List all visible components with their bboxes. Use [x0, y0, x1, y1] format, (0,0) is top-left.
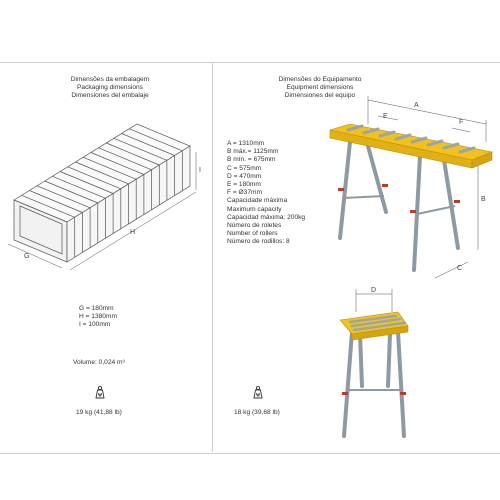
capacity-es: Capacidad máxima: 200kg	[227, 213, 306, 221]
label-A: A	[414, 102, 419, 109]
spec-D: D = 470mm	[227, 172, 262, 180]
spec-E: E = 180mm	[227, 181, 261, 189]
packaging-volume: Volume: 0,024 m³	[73, 359, 125, 366]
packaging-weight: 19 kg (41,88 lb)	[76, 409, 122, 416]
spec-B-max: B máx.= 1125mm	[227, 148, 279, 156]
spec-F: F = Ø37mm	[227, 189, 262, 197]
label-E: E	[383, 113, 388, 120]
rollers-pt: Número de roletes	[227, 222, 282, 230]
spec-C: C = 575mm	[227, 164, 262, 172]
capacity-en: Maximum capacity	[227, 205, 282, 213]
label-F: F	[459, 119, 464, 126]
rollers-en: Number of rollers	[227, 230, 278, 238]
capacity-pt: Capacidade máxima	[227, 197, 288, 205]
equipment-title-pt: Dimensões do Equipamento	[278, 76, 362, 83]
spec-B-min: B mín. = 675mm	[227, 156, 276, 164]
equipment-weight: 18 kg (39,68 lb)	[234, 409, 280, 416]
label-C: C	[457, 265, 463, 272]
packaging-title-pt: Dimensões da embalagem	[70, 76, 150, 83]
dim-H: H = 1380mm	[79, 313, 117, 321]
packaging-title-es: Dimensiones del embalaje	[71, 92, 149, 99]
equipment-title-es: Dimensiones del equipo	[284, 92, 356, 99]
spec-A: A = 1310mm	[227, 140, 265, 147]
equipment-title-en: Equipment dimensions	[286, 84, 354, 91]
label-I: I	[199, 167, 201, 174]
dim-I: I = 100mm	[79, 321, 111, 329]
label-H: H	[130, 229, 136, 236]
label-G: G	[24, 253, 30, 260]
packaging-title-en: Packaging dimensions	[77, 84, 143, 91]
rollers-es: Número de rodillos: 8	[227, 238, 290, 246]
label-B: B	[481, 196, 486, 203]
dim-G: G = 180mm	[79, 305, 114, 312]
label-D: D	[371, 287, 377, 294]
